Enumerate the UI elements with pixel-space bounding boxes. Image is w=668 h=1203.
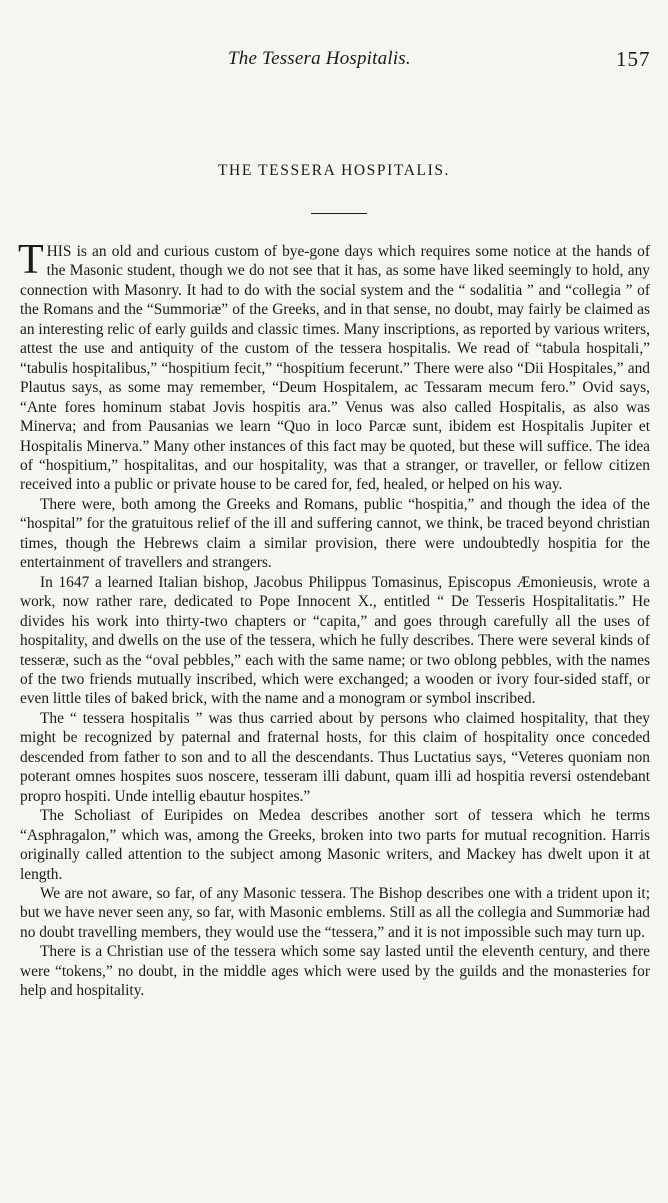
paragraph-5: The Scholiast of Euripides on Medea describes another sort of tessera which he terms “Asphragalon,” which was, among the Greeks, broken into two parts for mutual recognition. Harris originally called attention to the subject among Masonic writers, and Mackey has dwelt upon it at length. [20,807,650,883]
paragraph-1 [18,237,650,495]
page-number: 157 [616,47,651,71]
article-body [18,237,650,1001]
title-rule [311,213,367,214]
running-header [0,48,668,76]
paragraph-1-text: HIS is an old and curious custom of bye-gone days which requires some notice at the hands of the Masonic student, though we do not see that it has, as some have liked seemingly to hold, any connection with Masonry. It had to do with the social system and the “ sodalitia ” and “collegia ” of the Romans and the “Summoriæ” of the Greeks, and in that sense, no doubt, may fairly be claimed as an interesting relic of early guilds and classic times. Many inscriptions, as reported by various writers, attest the use and antiquity of the custom of the tessera hospitalis. We read of “tabula hospitali,” “tabulis hospitalibus,” “hospitium fecit,” “hospitium fecerunt.” There were also “Dii Hospitales,” and Plautus says, as some may remember, “Deum Hospitalem, ac Tessaram mecum fero.” Ovid says, “Ante fores hominum stabat Jovis hospitis ara.” Venus was also called Hospitalis, as also was Minerva; and from Pausanias we learn “Quo in loco Parcæ sunt, ibidem est Hospitalis Jupiter et Hospitalis Minerva.” Many other instances of this fact may be quoted, but these will suffice. The idea of “hospitium,” hospitalitas, and our hospitality, was that a stranger, or traveller, or fellow citizen received into a public or private house to be cared for, fed, healed, or helped on his way. [20,243,650,494]
drop-cap: T [18,237,44,283]
paragraph-4: The “ tessera hospitalis ” was thus carried about by persons who claimed hospitality, that they might be recognized by paternal and fraternal hosts, for this claim of hospitality once conceded descended from father to son and to all the descendants. Thus Luctatius says, “Veteres quoniam non poterant omnes hospites suos noscere, tesseram illi dabunt, quam illi ad hospitia reversi ostendebant propro hospiti. Unde intellig ebautur hospites.” [20,709,650,805]
article-title: THE TESSERA HOSPITALIS. [217,162,451,179]
paragraph-2: There were, both among the Greeks and Romans, public “hospitia,” and though the idea of the “hospital” for the gratuitous relief of the ill and suffering cannot, we think, be traced beyond christian times, though the Hebrews claim a similar provision, there were undoubtedly hospitia for the entertainment of travellers and strangers. [20,495,650,572]
running-title: The Tessera Hospitalis. [228,48,411,69]
paragraph-6: We are not aware, so far, of any Masonic tessera. The Bishop describes one with a trident upon it; but we have never seen any, so far, with Masonic emblems. Still as all the collegia and Summoriæ had no doubt travelling members, they would use the “tessera,” and it is not impossible such may turn up. [20,884,650,941]
paragraph-7: There is a Christian use of the tessera which some say lasted until the eleventh century, and there were “tokens,” no doubt, in the middle ages which were used by the guilds and the monasteries for help and hospitality. [20,943,650,1000]
paragraph-3: In 1647 a learned Italian bishop, Jacobus Philippus Tomasinus, Episcopus Æmonieusis, wrote a work, now rather rare, dedicated to Pope Innocent X., entitled “ De Tesseris Hospitalitatis.” He divides his work into thirty-two chapters or “capita,” and goes through carefully all the uses of hospitality, and dwells on the use of the tessera, which he fully describes. There were several kinds of tesseræ, such as the “oval pebbles,” each with the same name; or two oblong pebbles, with the names of the two friends mutually inscribed, which were exchanged; a wooden or ivory four-sided staff, or even little tiles of baked brick, with the name and a monogram or symbol inscribed. [20,573,650,708]
